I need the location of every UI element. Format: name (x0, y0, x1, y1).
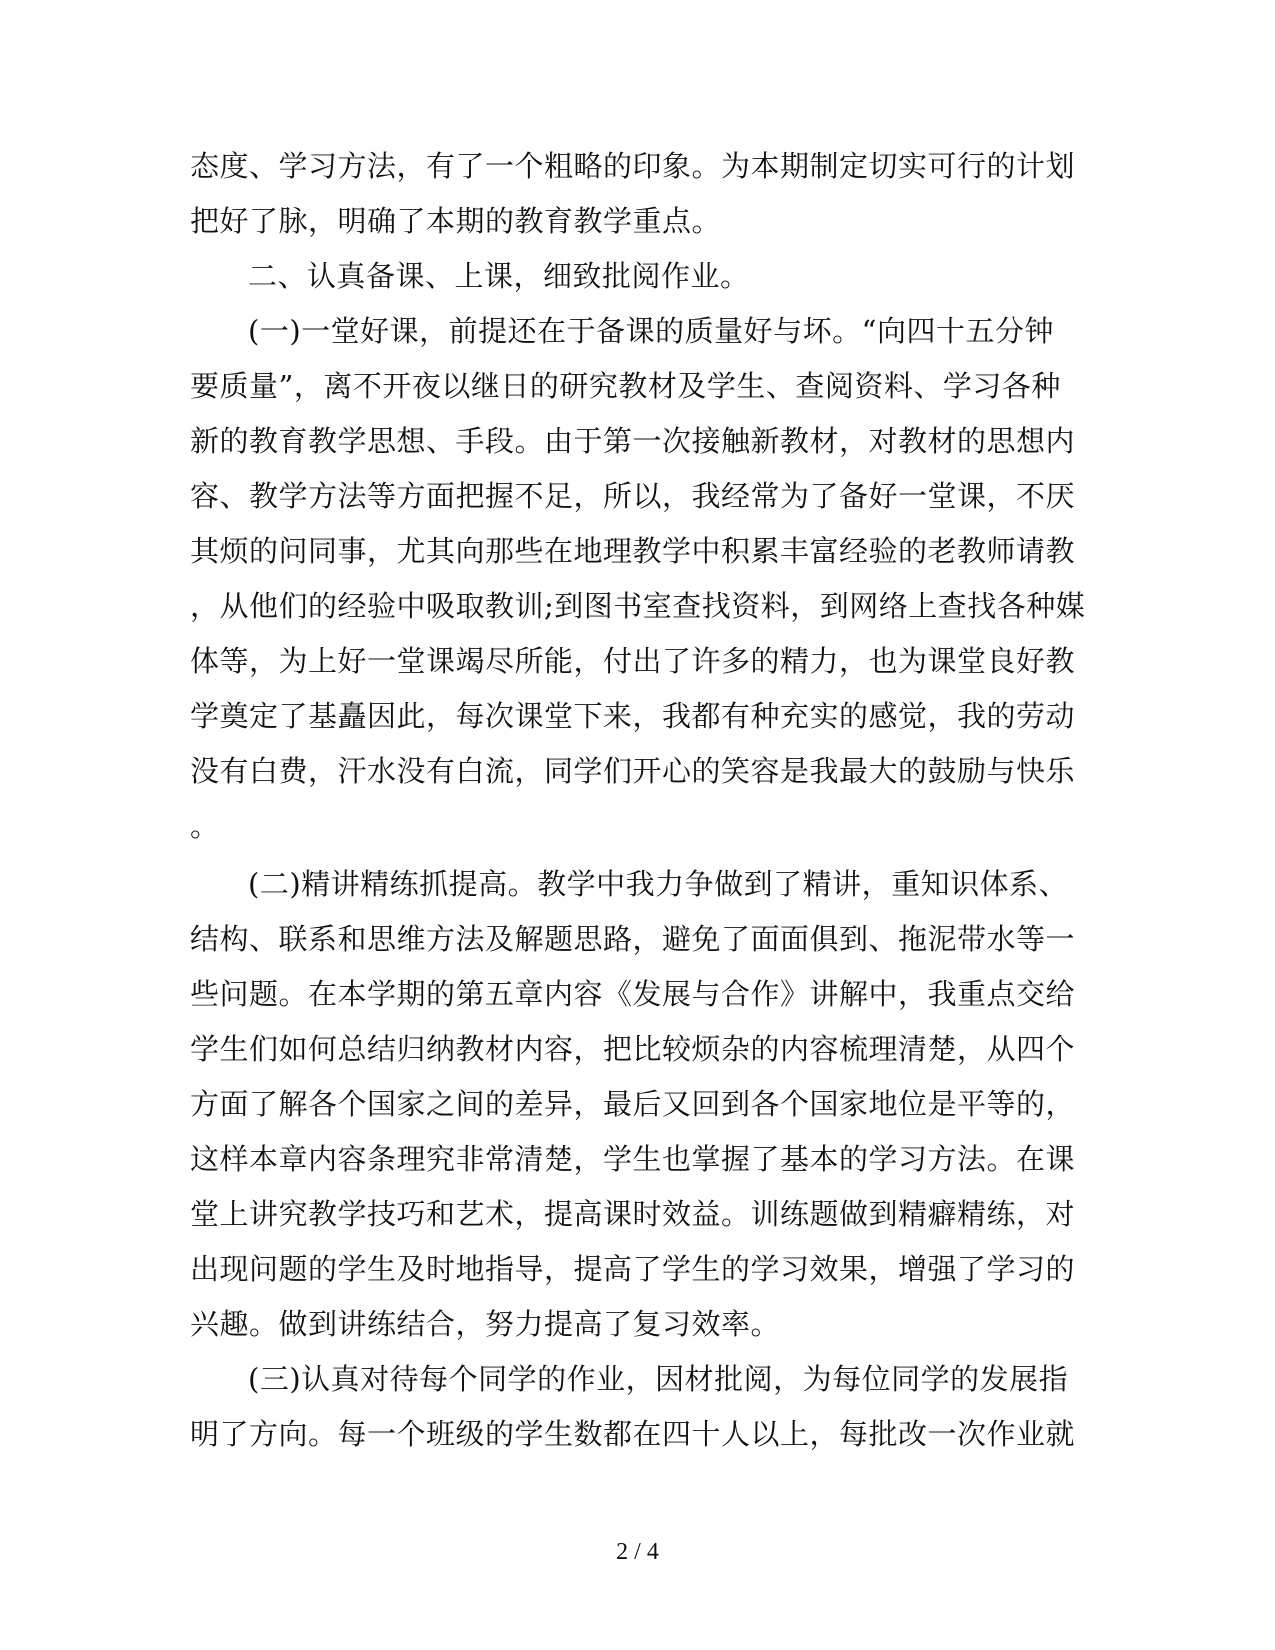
text-line: 新的教育教学思想、手段。由于第一次接触新教材，对教材的思想内 (190, 424, 1076, 458)
text-line: 要质量”，离不开夜以继日的研究教材及学生、查阅资料、学习各种 (190, 369, 1061, 403)
text-line: 容、教学方法等方面把握不足，所以，我经常为了备好一堂课，不厌 (190, 479, 1076, 513)
text-line: 些问题。在本学期的第五章内容《发展与合作》讲解中，我重点交给 (190, 977, 1076, 1011)
text-line: 这样本章内容条理究非常清楚，学生也掌握了基本的学习方法。在课 (190, 1142, 1076, 1176)
text-line: 。 (190, 809, 220, 843)
text-line: 兴趣。做到讲练结合，努力提高了复习效率。 (190, 1307, 781, 1341)
text-line: 体等，为上好一堂课竭尽所能，付出了许多的精力，也为课堂良好教 (190, 644, 1076, 678)
text-line: ，从他们的经验中吸取教训;到图书室查找资料，到网络上查找各种媒 (190, 589, 1086, 623)
text-line: 学奠定了基矗因此，每次课堂下来，我都有种充实的感觉，我的劳动 (190, 699, 1076, 733)
text-line: 学生们如何总结归纳教材内容，把比较烦杂的内容梳理清楚，从四个 (190, 1032, 1076, 1066)
text-line: 态度、学习方法，有了一个粗略的印象。为本期制定切实可行的计划 (190, 149, 1076, 183)
text-line: 没有白费，汗水没有白流，同学们开心的笑容是我最大的鼓励与快乐 (190, 754, 1076, 788)
text-line: (二)精讲精练抓提高。教学中我力争做到了精讲，重知识体系、 (248, 867, 1069, 901)
section-heading: 二、认真备课、上课，细致批阅作业。 (248, 259, 750, 293)
page-number: 2 / 4 (616, 1539, 659, 1565)
text-line: 结构、联系和思维方法及解题思路，避免了面面俱到、拖泥带水等一 (190, 922, 1076, 956)
text-line: 方面了解各个国家之间的差异，最后又回到各个国家地位是平等的， (190, 1087, 1076, 1121)
text-line: 堂上讲究教学技巧和艺术，提高课时效益。训练题做到精癖精练，对 (190, 1197, 1076, 1231)
text-line: 出现问题的学生及时地指导，提高了学生的学习效果，增强了学习的 (190, 1252, 1076, 1286)
text-line: (三)认真对待每个同学的作业，因材批阅，为每位同学的发展指 (248, 1362, 1069, 1396)
text-line: (一)一堂好课，前提还在于备课的质量好与坏。“向四十五分钟 (248, 314, 1054, 348)
text-line: 明了方向。每一个班级的学生数都在四十人以上，每批改一次作业就 (190, 1417, 1076, 1451)
text-line: 把好了脉，明确了本期的教育教学重点。 (190, 204, 722, 238)
text-line: 其烦的问同事，尤其向那些在地理教学中积累丰富经验的老教师请教 (190, 534, 1076, 568)
